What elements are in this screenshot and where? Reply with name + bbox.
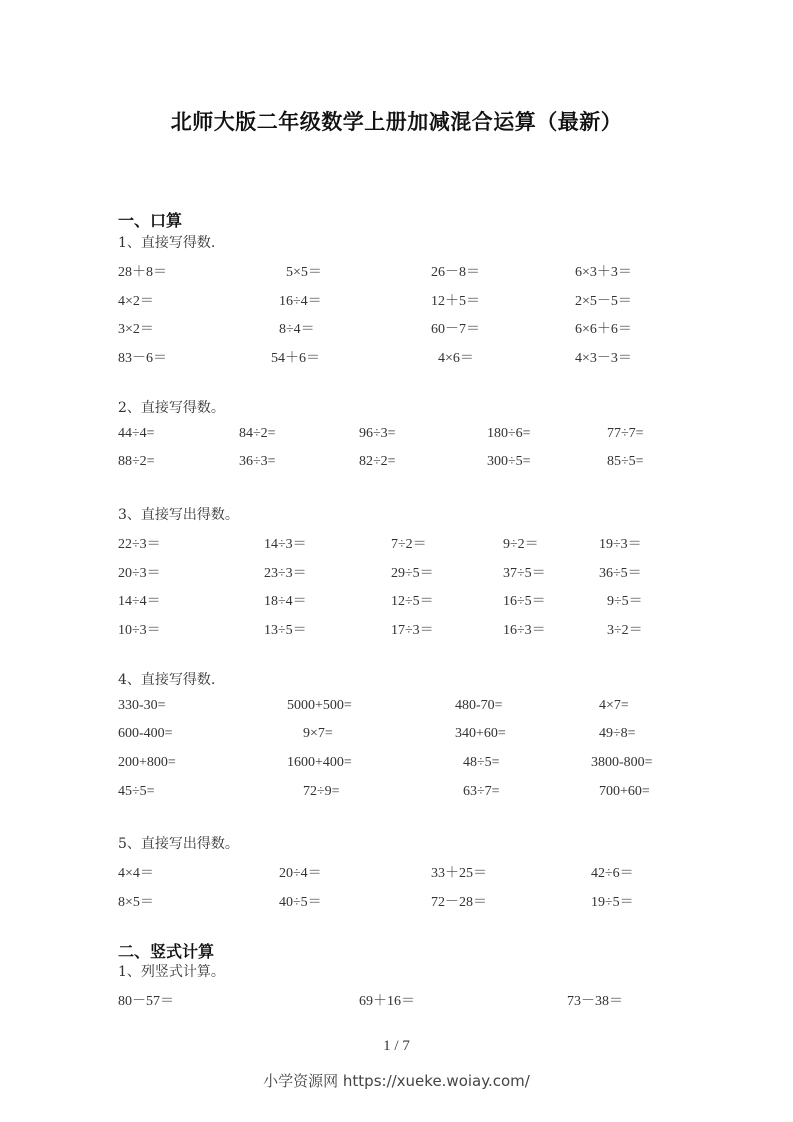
problem: 7÷2＝ xyxy=(391,537,427,552)
problem: 19÷3＝ xyxy=(599,537,642,552)
problem: 3800-800= xyxy=(591,755,653,770)
question-label-2: 2、直接写得数。 xyxy=(118,400,225,416)
section-heading-vertical-calc: 二、竖式计算 xyxy=(118,942,215,961)
problem: 3×2＝ xyxy=(118,322,154,337)
problem: 54＋6＝ xyxy=(271,351,320,366)
problem: 180÷6= xyxy=(487,426,531,441)
problem: 42÷6＝ xyxy=(591,866,634,881)
problem: 13÷5＝ xyxy=(264,623,307,638)
question-label-vertical-1: 1、列竖式计算。 xyxy=(118,964,225,980)
problem: 23÷3＝ xyxy=(264,566,307,581)
problem: 480-70= xyxy=(455,698,503,713)
problem: 9×7= xyxy=(303,726,333,741)
question-label-5: 5、直接写出得数。 xyxy=(118,836,239,852)
problem: 8×5＝ xyxy=(118,895,154,910)
problem: 700+60= xyxy=(599,784,650,799)
problem: 73－38＝ xyxy=(567,994,623,1009)
problem: 36÷5＝ xyxy=(599,566,642,581)
problem: 17÷3＝ xyxy=(391,623,434,638)
problem: 82÷2= xyxy=(359,454,396,469)
problem: 33＋25＝ xyxy=(431,866,487,881)
question-label-1: 1、直接写得数. xyxy=(118,235,216,251)
problem: 48÷5= xyxy=(463,755,500,770)
problem: 72÷9= xyxy=(303,784,340,799)
problem: 1600+400= xyxy=(287,755,352,770)
problem: 4×7= xyxy=(599,698,629,713)
problem: 4×2＝ xyxy=(118,294,154,309)
problem: 340+60= xyxy=(455,726,506,741)
problem: 88÷2= xyxy=(118,454,155,469)
problem: 18÷4＝ xyxy=(264,594,307,609)
problem: 4×6＝ xyxy=(438,351,474,366)
problem: 9÷2＝ xyxy=(503,537,539,552)
problem: 3÷2＝ xyxy=(607,623,643,638)
problem: 45÷5= xyxy=(118,784,155,799)
problem: 63÷7= xyxy=(463,784,500,799)
problem: 80－57＝ xyxy=(118,994,174,1009)
problem: 12÷5＝ xyxy=(391,594,434,609)
problem: 5×5＝ xyxy=(286,265,322,280)
problem: 20÷4＝ xyxy=(279,866,322,881)
problem: 84÷2= xyxy=(239,426,276,441)
problem: 16÷5＝ xyxy=(503,594,546,609)
problem: 6×3＋3＝ xyxy=(575,265,632,280)
problem: 14÷3＝ xyxy=(264,537,307,552)
problem: 16÷3＝ xyxy=(503,623,546,638)
problem: 44÷4= xyxy=(118,426,155,441)
problem: 330-30= xyxy=(118,698,166,713)
problem: 36÷3= xyxy=(239,454,276,469)
problem: 600-400= xyxy=(118,726,173,741)
problem: 83－6＝ xyxy=(118,351,167,366)
section-heading-oral: 一、口算 xyxy=(118,211,183,230)
problem: 26－8＝ xyxy=(431,265,480,280)
question-label-4: 4、直接写得数. xyxy=(118,672,216,688)
problem: 60－7＝ xyxy=(431,322,480,337)
problem: 37÷5＝ xyxy=(503,566,546,581)
problem: 20÷3＝ xyxy=(118,566,161,581)
problem: 19÷5＝ xyxy=(591,895,634,910)
problem: 300÷5= xyxy=(487,454,531,469)
page-title: 北师大版二年级数学上册加减混合运算（最新） xyxy=(170,110,623,134)
problem: 28＋8＝ xyxy=(118,265,167,280)
question-label-3: 3、直接写出得数。 xyxy=(118,507,239,523)
problem: 12＋5＝ xyxy=(431,294,480,309)
problem: 4×4＝ xyxy=(118,866,154,881)
problem: 6×6＋6＝ xyxy=(575,322,632,337)
problem: 8÷4＝ xyxy=(279,322,315,337)
page-indicator: 1 / 7 xyxy=(383,1038,410,1054)
problem: 200+800= xyxy=(118,755,176,770)
problem: 96÷3= xyxy=(359,426,396,441)
problem: 9÷5＝ xyxy=(607,594,643,609)
footer-watermark: 小学资源网 https://xueke.woiay.com/ xyxy=(263,1072,530,1090)
problem: 72－28＝ xyxy=(431,895,487,910)
problem: 10÷3＝ xyxy=(118,623,161,638)
problem: 16÷4＝ xyxy=(279,294,322,309)
problem: 22÷3＝ xyxy=(118,537,161,552)
problem: 69＋16＝ xyxy=(359,994,415,1009)
problem: 85÷5= xyxy=(607,454,644,469)
problem: 40÷5＝ xyxy=(279,895,322,910)
problem: 29÷5＝ xyxy=(391,566,434,581)
problem: 49÷8= xyxy=(599,726,636,741)
problem: 2×5－5＝ xyxy=(575,294,632,309)
problem: 77÷7= xyxy=(607,426,644,441)
problem: 5000+500= xyxy=(287,698,352,713)
problem: 4×3－3＝ xyxy=(575,351,632,366)
problem: 14÷4＝ xyxy=(118,594,161,609)
